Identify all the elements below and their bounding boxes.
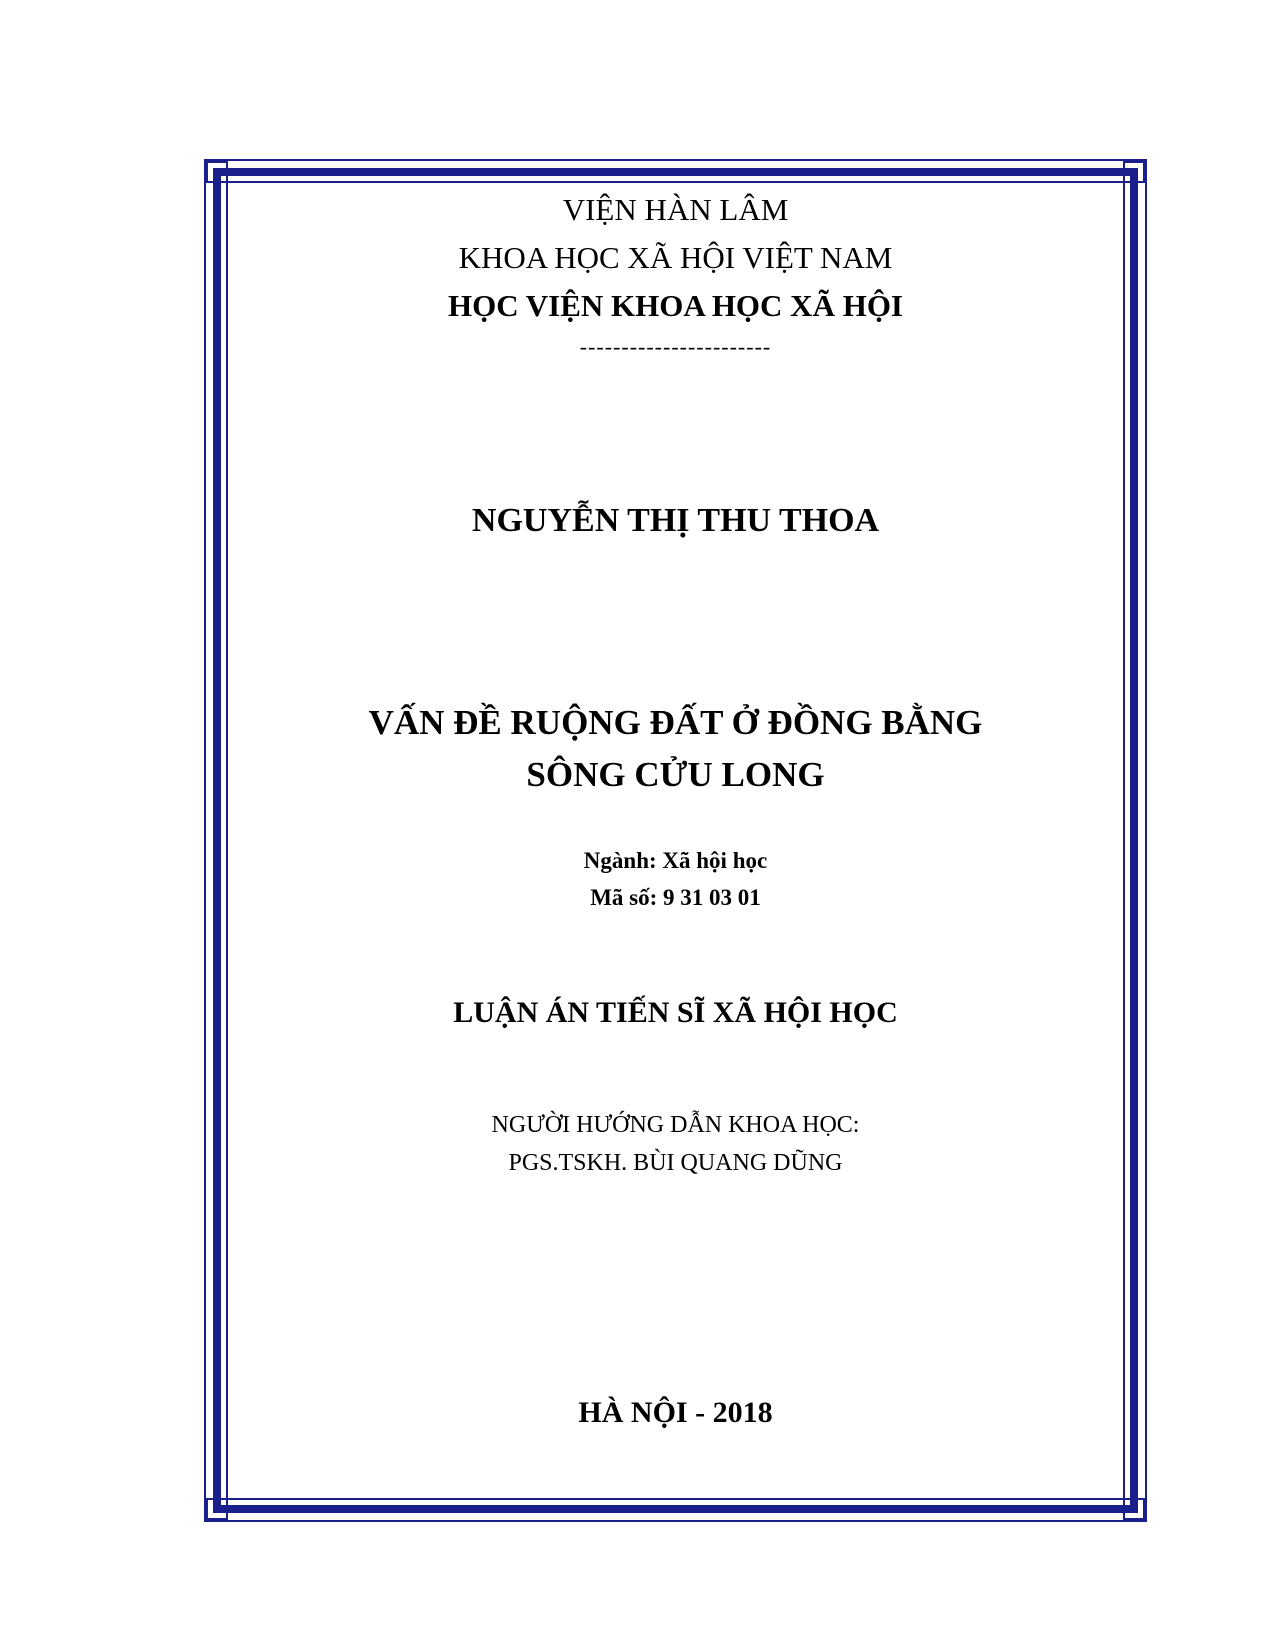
thesis-title-line2: SÔNG CỬU LONG: [526, 755, 825, 794]
academy-name-line2: KHOA HỌC XÃ HỘI VIỆT NAM: [458, 240, 893, 275]
degree-type: LUẬN ÁN TIẾN SĨ XÃ HỘI HỌC: [453, 996, 898, 1029]
supervisor-name: PGS.TSKH. BÙI QUANG DŨNG: [508, 1150, 843, 1176]
institute-name: HỌC VIỆN KHOA HỌC XÃ HỘI: [447, 288, 903, 323]
frame-corner-bottom-left: [206, 1498, 228, 1520]
frame-corner-bottom-right: [1123, 1498, 1145, 1520]
place-and-year: HÀ NỘI - 2018: [578, 1396, 773, 1429]
supervisor-label: NGƯỜI HƯỚNG DẪN KHOA HỌC:: [491, 1112, 860, 1138]
frame-corner-top-left: [206, 161, 228, 183]
field-of-study: Ngành: Xã hội học: [583, 848, 768, 873]
academy-name-line1: VIỆN HÀN LÂM: [562, 192, 789, 227]
frame-corner-top-right: [1123, 161, 1145, 183]
field-code: Mã số: 9 31 03 01: [590, 885, 761, 910]
header-separator: -----------------------: [579, 334, 772, 359]
thesis-title-line1: VẤN ĐỀ RUỘNG ĐẤT Ở ĐỒNG BẰNG: [368, 703, 983, 742]
author-name: NGUYỄN THỊ THU THOA: [471, 502, 880, 539]
frame-inner-border: [226, 181, 1125, 1500]
